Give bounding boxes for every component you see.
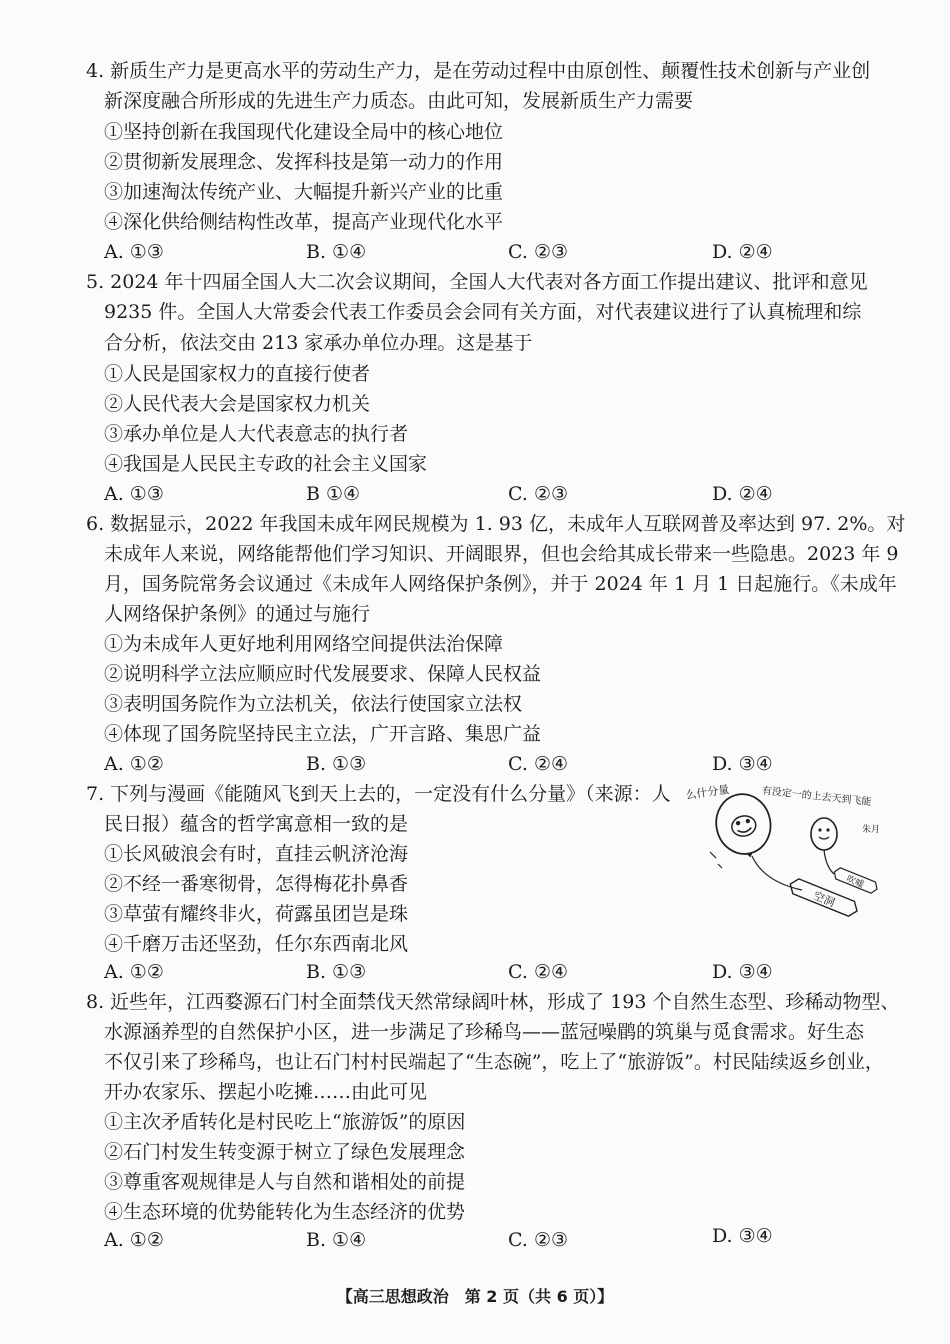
q6-option-d: D. ③④ bbox=[712, 753, 773, 775]
q5-option-c: C. ②③ bbox=[508, 483, 569, 505]
q5-item-3: ③承办单位是人大代表意志的执行者 bbox=[104, 423, 409, 445]
small-balloon bbox=[811, 818, 837, 850]
q4-option-c: C. ②③ bbox=[508, 241, 569, 263]
q7-item-1: ①长风破浪会有时，直挂云帆济沧海 bbox=[104, 843, 409, 865]
q4-item-3: ③加速淘汰传统产业、大幅提升新兴产业的比重 bbox=[104, 181, 504, 203]
q5-stem-line-2: 9235 件。全国人大常委会代表工作委员会会同有关方面，对代表建议进行了认真梳理和综 bbox=[104, 301, 862, 323]
q8-option-b: B. ①④ bbox=[306, 1229, 367, 1251]
q6-stem-line-1: 6. 数据显示，2022 年我国未成年网民规模为 1. 93 亿，未成年人互联网普及率达到 97. 2%。对 bbox=[86, 513, 906, 535]
page-footer: 【高三思想政治 第 2 页（共 6 页）】 bbox=[336, 1287, 614, 1306]
q8-stem-line-2: 水源涵养型的自然保护小区，进一步满足了珍稀鸟——蓝冠噪鹛的筑巢与觅食需求。好生态 bbox=[104, 1021, 865, 1043]
q5-option-d: D. ②④ bbox=[712, 483, 773, 505]
q8-option-d: D. ③④ bbox=[712, 1225, 773, 1247]
cartoon-left-caption bbox=[685, 782, 731, 802]
cartoon-author: 朱月 bbox=[862, 825, 881, 835]
q6-stem-line-3: 月，国务院常务会议通过《未成年人网络保护条例》，并于 2024 年 1 月 1 日起施行。《未成年 bbox=[104, 573, 897, 595]
q7-option-c: C. ②④ bbox=[508, 961, 569, 983]
q7-item-2: ②不经一番寒彻骨，怎得梅花扑鼻香 bbox=[104, 873, 409, 895]
q6-stem-line-4: 人网络保护条例》的通过与施行 bbox=[104, 603, 371, 625]
q8-item-1: ①主次矛盾转化是村民吃上“旅游饭”的原因 bbox=[104, 1111, 466, 1133]
q5-stem-line-1: 5. 2024 年十四届全国人大二次会议期间，全国人大代表对各方面工作提出建议、批评和意见 bbox=[86, 271, 868, 293]
q5-item-4: ④我国是人民民主专政的社会主义国家 bbox=[104, 453, 428, 475]
q7-option-a: A. ①② bbox=[104, 961, 164, 983]
small-ribbon bbox=[832, 866, 880, 895]
q6-item-3: ③表明国务院作为立法机关，依法行使国家立法权 bbox=[104, 693, 523, 715]
q4-item-1: ①坚持创新在我国现代化建设全局中的核心地位 bbox=[104, 121, 504, 143]
q5-option-a: A. ①③ bbox=[104, 483, 164, 505]
q8-option-c: C. ②③ bbox=[508, 1229, 569, 1251]
q6-item-4: ④体现了国务院坚持民主立法，广开言路、集思广益 bbox=[104, 723, 542, 745]
q4-item-2: ②贯彻新发展理念、发挥科技是第一动力的作用 bbox=[104, 151, 504, 173]
q6-option-a: A. ①② bbox=[104, 753, 164, 775]
cartoon-left-caption-line: 么什分量 bbox=[684, 782, 731, 802]
q4-item-4: ④深化供给侧结构性改革，提高产业现代化水平 bbox=[104, 211, 504, 233]
q8-item-3: ③尊重客观规律是人与自然和谐相处的前提 bbox=[104, 1171, 466, 1193]
q4-option-b: B. ①④ bbox=[306, 241, 367, 263]
q6-option-c: C. ②④ bbox=[508, 753, 569, 775]
q5-item-2: ②人民代表大会是国家权力机关 bbox=[104, 393, 371, 415]
q4-option-a: A. ①③ bbox=[104, 241, 164, 263]
q4-option-d: D. ②④ bbox=[712, 241, 773, 263]
q8-stem-line-1: 8. 近些年，江西婺源石门村全面禁伐天然常绿阔叶林，形成了 193 个自然生态型、珍稀动物型、 bbox=[86, 991, 900, 1013]
cartoon-top-caption: 有没定一的上去天到飞能 bbox=[761, 785, 872, 809]
q7-item-4: ④千磨万击还坚劲，任尔东西南北风 bbox=[104, 933, 409, 955]
q5-stem-line-3: 合分析，依法交由 213 家承办单位办理。这是基于 bbox=[104, 332, 533, 354]
q7-stem-line-2: 民日报）蕴含的哲学寓意相一致的是 bbox=[104, 813, 409, 835]
q8-option-a: A. ①② bbox=[104, 1229, 164, 1251]
q6-stem-line-2: 未成年人来说，网络能帮他们学习知识、开阔眼界，但也会给其成长带来一些隐患。2023 年 9 bbox=[104, 543, 899, 565]
big-balloon bbox=[711, 789, 777, 863]
q6-item-1: ①为未成年人更好地利用网络空间提供法治保障 bbox=[104, 633, 504, 655]
q4-stem-line-1: 4. 新质生产力是更高水平的劳动生产力，是在劳动过程中由原创性、颠覆性技术创新与产业创 bbox=[86, 60, 871, 82]
q7-stem-line-1: 7. 下列与漫画《能随风飞到天上去的，一定没有什么分量》（来源：人 bbox=[86, 783, 671, 805]
small-ribbon-label: 吹嘘 bbox=[844, 874, 866, 891]
q7-item-3: ③草萤有耀终非火，荷露虽团岂是珠 bbox=[104, 903, 409, 925]
balloon-cartoon bbox=[684, 772, 904, 932]
q8-stem-line-3: 不仅引来了珍稀鸟，也让石门村村民端起了“生态碗”，吃上了“旅游饭”。村民陆续返乡创业， bbox=[104, 1051, 884, 1073]
big-ribbon-label: 空洞 bbox=[811, 889, 837, 910]
q4-stem-line-2: 新深度融合所形成的先进生产力质态。由此可知，发展新质生产力需要 bbox=[104, 90, 694, 112]
q6-item-2: ②说明科学立法应顺应时代发展要求、保障人民权益 bbox=[104, 663, 542, 685]
q8-item-2: ②石门村发生转变源于树立了绿色发展理念 bbox=[104, 1141, 466, 1163]
q7-option-b: B. ①③ bbox=[306, 961, 367, 983]
q7-option-d: D. ③④ bbox=[712, 961, 773, 983]
q5-option-b: B ①④ bbox=[306, 483, 361, 505]
q6-option-b: B. ①③ bbox=[306, 753, 367, 775]
q8-stem-line-4: 开办农家乐、摆起小吃摊……由此可见 bbox=[104, 1081, 428, 1103]
q5-item-1: ①人民是国家权力的直接行使者 bbox=[104, 363, 371, 385]
q8-item-4: ④生态环境的优势能转化为生态经济的优势 bbox=[104, 1201, 466, 1223]
